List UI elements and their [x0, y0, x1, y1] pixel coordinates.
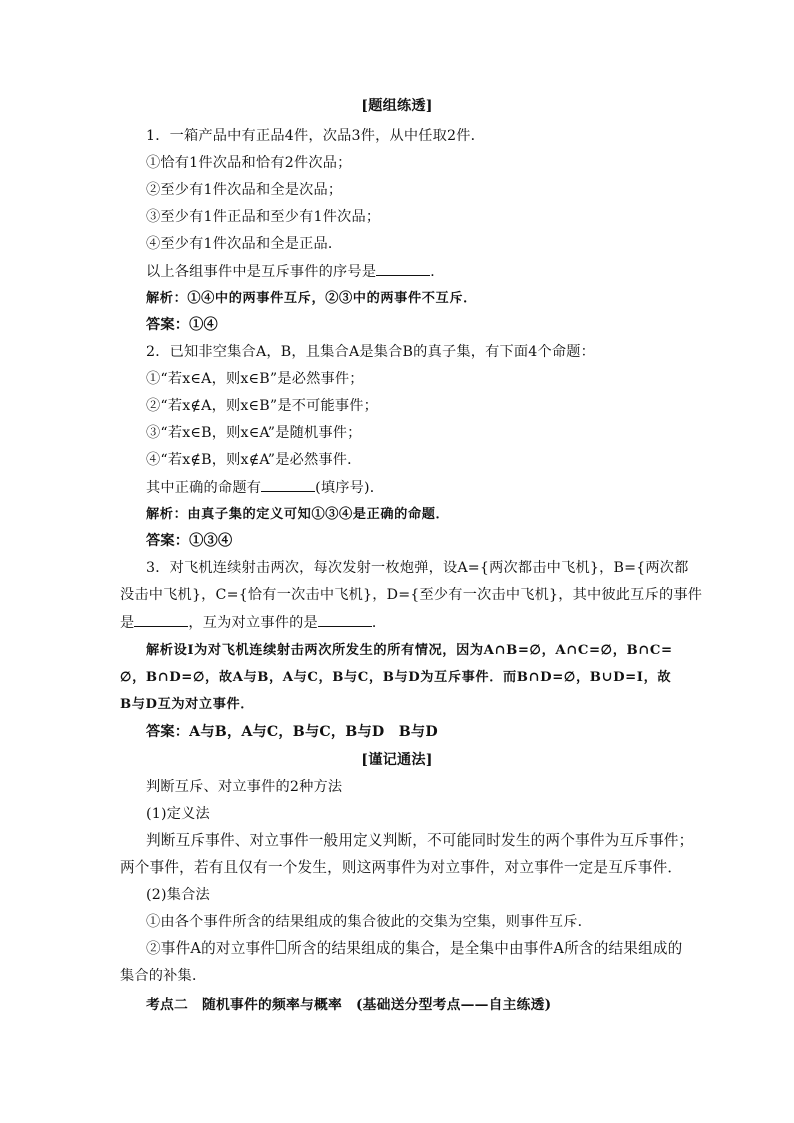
problem-3-solution-1: 解析设I为对飞机连续射击两次所发生的所有情况，因为A∩B=∅，A∩C=∅，B∩C=: [146, 643, 673, 658]
problem-3-line-3-a: 是: [120, 615, 135, 631]
problem-1-question-text: 以上各组事件中是互斥事件的序号是: [146, 264, 377, 280]
problem-1-item-1: ①恰有1件次品和恰有2件次品；: [146, 155, 352, 171]
problem-1-item-3: ③至少有1件正品和至少有1件次品；: [146, 209, 381, 225]
method-sub-2-text-2a: ②事件A的对立事件: [146, 940, 276, 957]
answer-blank: [376, 261, 430, 276]
problem-3-answer: 答案：A与B，A与C，B与C，B与D B与D: [146, 724, 438, 740]
method-sub-2-text-1: ①由各个事件所含的结果组成的集合彼此的交集为空集，则事件互斥．: [146, 914, 593, 930]
problem-3-line-1: 3．对飞机连续射击两次，每次发射一枚炮弹，设A={两次都击中飞机}，B={两次都: [146, 560, 689, 576]
problem-1-question-end: ．: [430, 264, 445, 280]
problem-3-line-3-b: ，互为对立事件的是: [188, 615, 318, 631]
problem-3-line-2: 没击中飞机}，C={恰有一次击中飞机}，D={至少有一次击中飞机}，其中彼此互斥的事件: [120, 587, 703, 603]
method-sub-1-text-1: 判断互斥事件、对立事件一般用定义判断，不可能同时发生的两个事件为互斥事件；: [146, 832, 694, 849]
method-sub-2-text-3: 集合的补集．: [120, 968, 207, 984]
problem-1-item-2: ②至少有1件次品和全是次品；: [146, 182, 343, 198]
problem-1-stem: 1．一箱产品中有正品4件，次品3件，从中任取2件．: [146, 128, 486, 144]
problem-3-line-3: [120, 612, 386, 633]
method-title: [谨记通法]: [361, 752, 433, 768]
problem-2-item-4: ④“若x∉B，则x∉A”是必然事件．: [146, 452, 362, 468]
problem-3-line-3-c: ．: [371, 615, 387, 631]
problem-3-solution-3: B与D互为对立事件．: [120, 697, 255, 712]
problem-1-solution: 解析：①④中的两事件互斥，②③中的两事件不互斥．: [146, 291, 477, 306]
problem-1-item-4: ④至少有1件次品和全是正品．: [146, 236, 343, 252]
problem-2-item-2: ②“若x∉A，则x∈B”是不可能事件；: [146, 398, 379, 414]
method-sub-2: (2)集合法: [146, 887, 210, 903]
answer-blank: [318, 612, 372, 627]
problem-3-solution-2: ∅，B∩D=∅，故A与B，A与C，B与C，B与D为互斥事件．而B∩D=∅，B∪D=I，故: [120, 670, 672, 685]
next-section-heading: 考点二 随机事件的频率与概率 (基础送分型考点——自主练透): [146, 997, 552, 1013]
problem-2-question-text: 其中正确的命题有: [146, 480, 262, 496]
problem-2-answer: 答案：①③④: [146, 533, 233, 549]
problem-2-question-end: (填序号)．: [315, 480, 385, 496]
answer-blank: [261, 477, 315, 492]
method-heading: 判断互斥、对立事件的2种方法: [146, 779, 343, 795]
problem-1-answer: 答案：①④: [146, 317, 218, 333]
answer-blank: [134, 612, 188, 627]
problem-2-stem: 2．已知非空集合A，B，且集合A是集合B的真子集，有下面4个命题：: [146, 344, 596, 360]
section-group-title: [题组练透]: [361, 98, 433, 114]
problem-2-item-3: ③“若x∈B，则x∈A”是随机事件；: [146, 425, 362, 441]
method-sub-1-text-2: 两个事件，若有且仅有一个发生，则这两事件为对立事件，对立事件一定是互斥事件．: [120, 859, 683, 876]
problem-2-question: [146, 477, 384, 498]
problem-2-solution: 解析：由真子集的定义可知①③④是正确的命题．: [146, 507, 450, 522]
problem-1-question: [146, 261, 445, 282]
complement-symbol-placeholder-icon: [276, 940, 286, 954]
problem-2-item-1: ①“若x∈A，则x∈B”是必然事件；: [146, 371, 364, 387]
method-sub-1: (1)定义法: [146, 806, 210, 822]
method-sub-2-text-2b: 所含的结果组成的集合，是全集中由事件A所含的结果组成的: [287, 940, 683, 957]
method-sub-2-text-2: [146, 939, 682, 959]
